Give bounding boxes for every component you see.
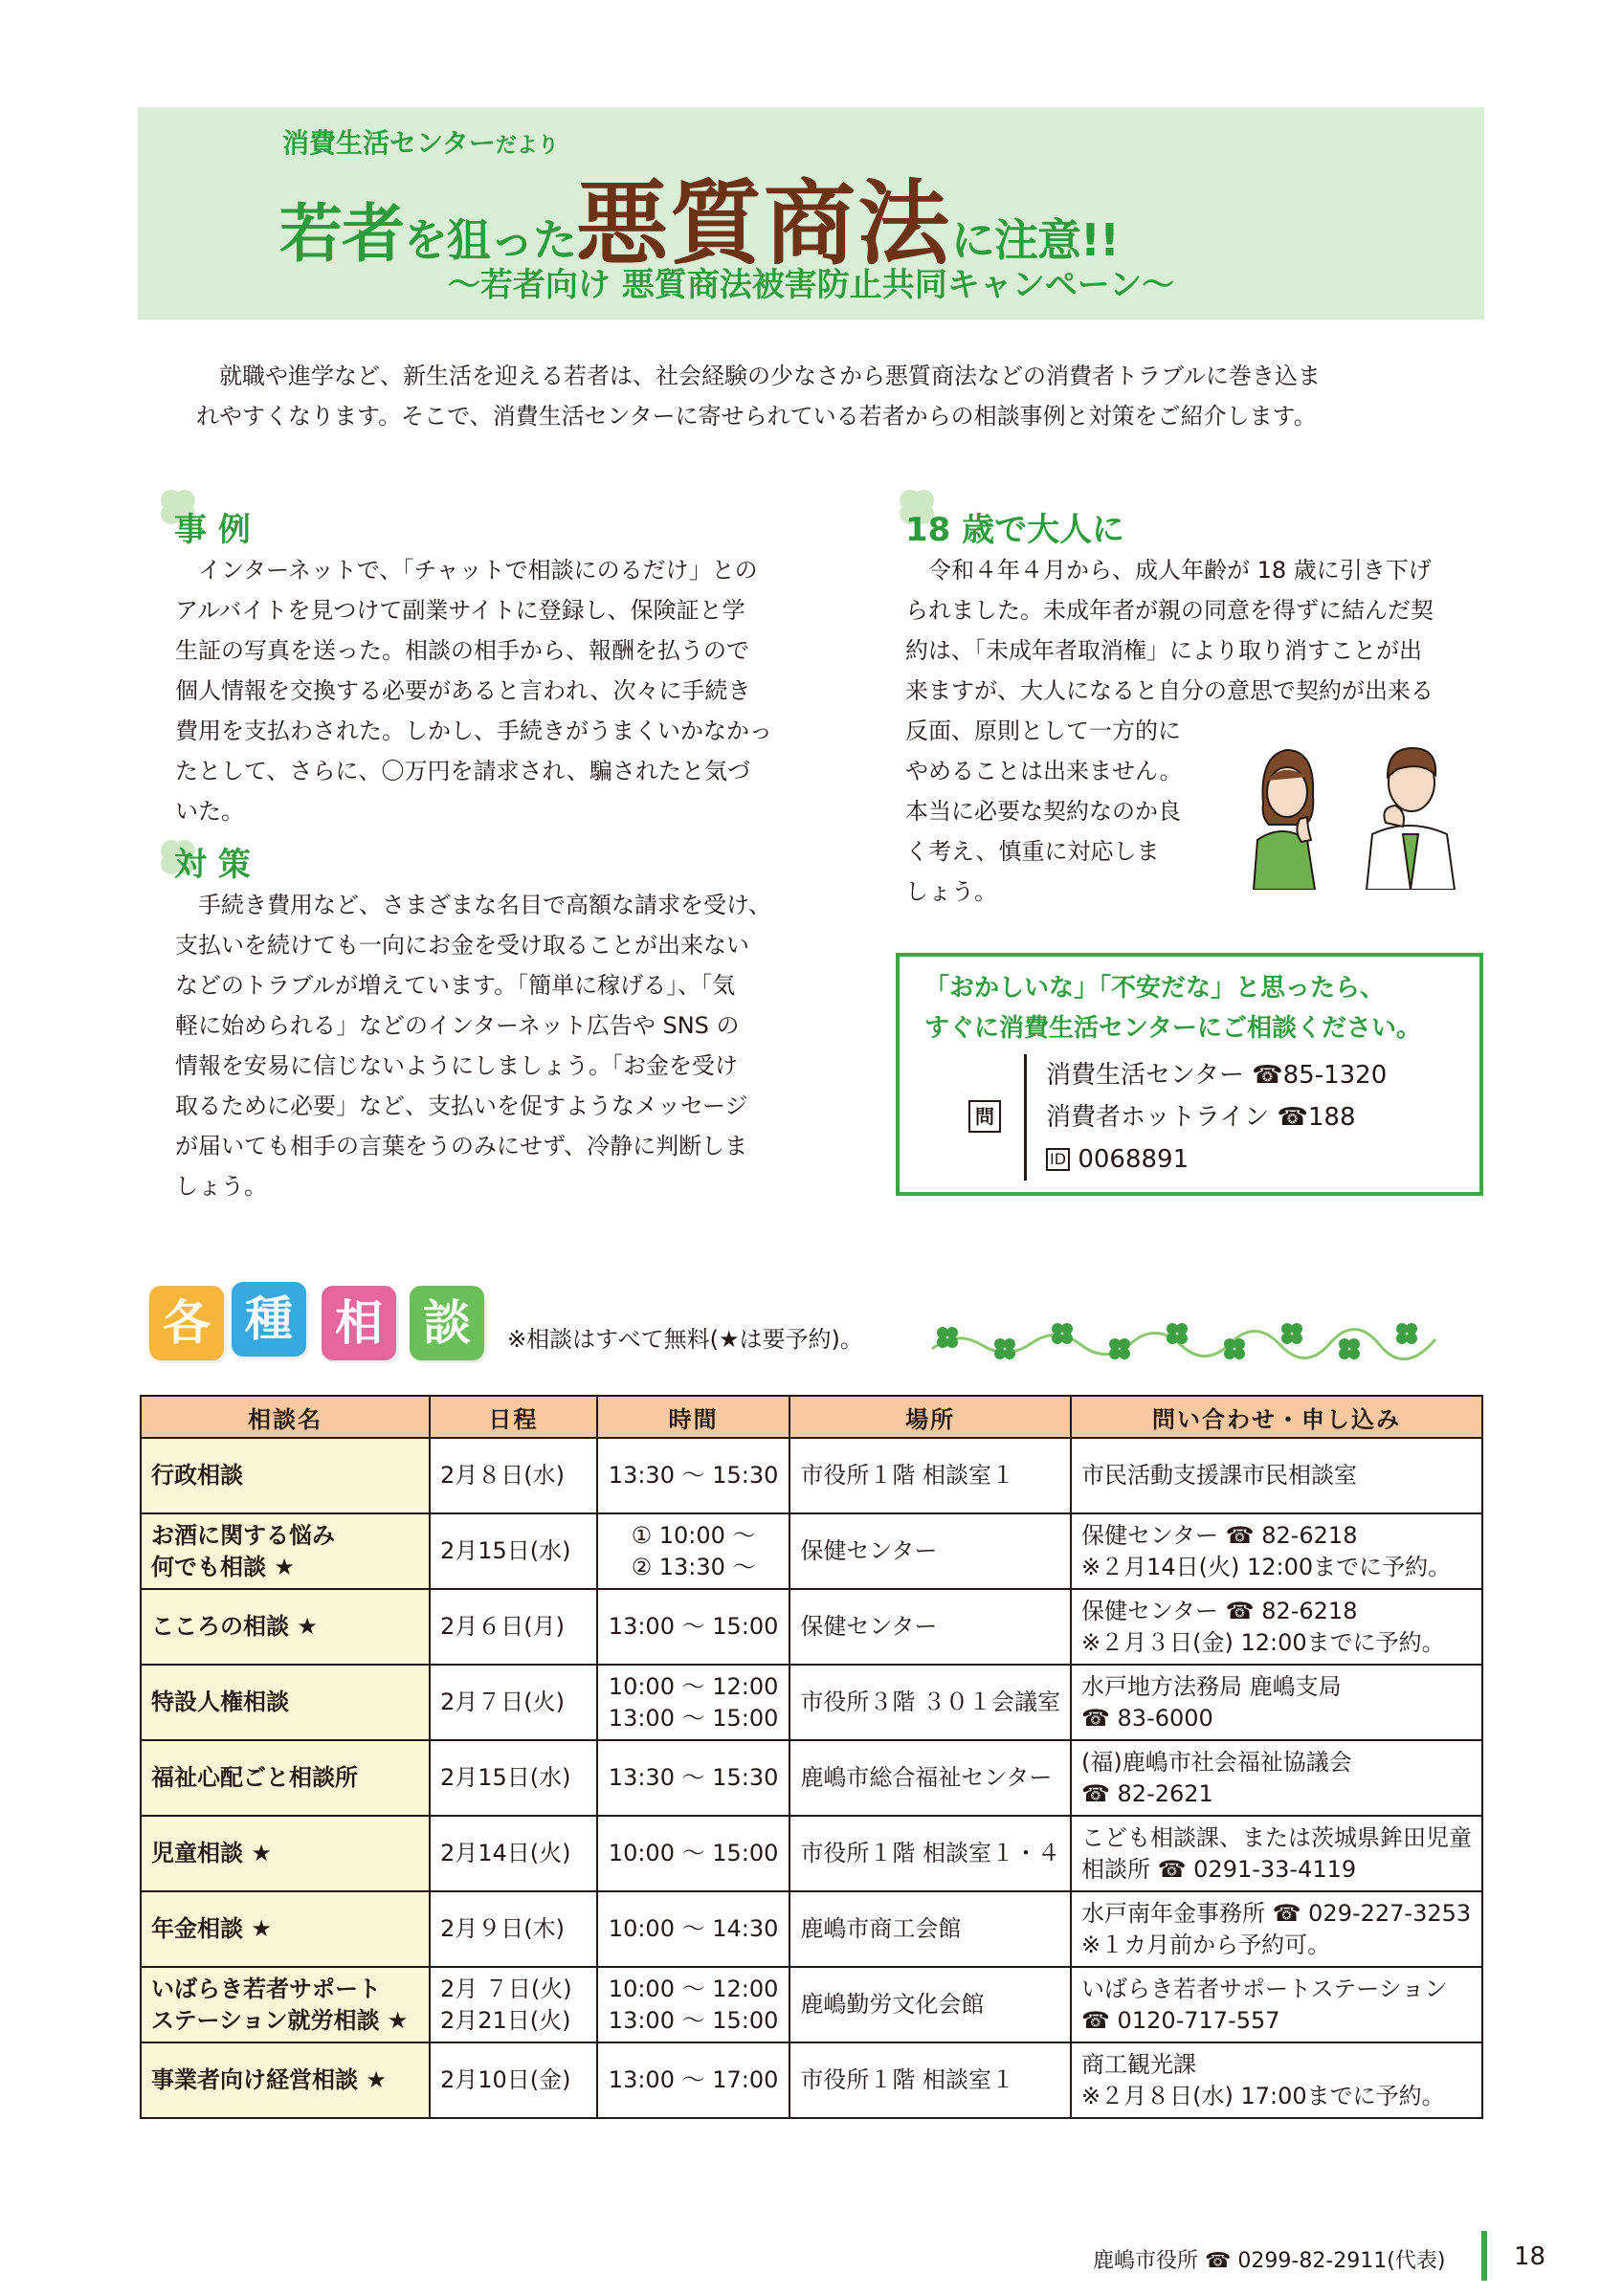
case-heading: 事 例 <box>174 511 251 549</box>
table-header-row <box>141 1396 1482 1438</box>
cell-name-line: 事業者向け経営相談 ★ <box>151 2066 387 2093</box>
cell-name <box>141 1438 430 1513</box>
cell-time <box>597 1589 789 1665</box>
cell-place <box>789 1665 1071 1740</box>
case-line: アルバイトを見つけて副業サイトに登録し、保険証と学 <box>175 597 745 624</box>
cell-time <box>597 1513 789 1589</box>
intro-paragraph <box>196 356 1469 436</box>
cell-time <box>597 1967 789 2042</box>
cell-contact-line: ☎ 82-2621 <box>1081 1779 1213 1807</box>
cell-contact-line: 水戸南年金事務所 ☎ 029-227-3253 <box>1081 1899 1472 1927</box>
adult-line: 約は、「未成年者取消権」により取り消すことが出 <box>905 637 1422 664</box>
footer-office-contact: 鹿嶋市役所 ☎ 0299-82-2911(代表) <box>1093 2249 1446 2273</box>
cell-date <box>430 1438 597 1513</box>
cell-date-line: 2月６日(月) <box>439 1613 565 1640</box>
id-badge: ID <box>1046 1148 1070 1171</box>
col-header-contact: 問い合わせ・申し込み <box>1071 1396 1482 1438</box>
cell-contact-line: (福)鹿嶋市社会福祉協議会 <box>1081 1748 1352 1776</box>
table-row <box>141 1513 1482 1589</box>
soudan-note: ※相談はすべて無料(★は要予約)。 <box>507 1326 863 1353</box>
cell-contact-line: ※１カ月前から予約可。 <box>1081 1931 1331 1958</box>
cell-contact-line: 商工観光課 <box>1081 2050 1196 2078</box>
cell-time <box>597 1740 789 1816</box>
cell-name <box>141 1740 430 1816</box>
contact-details <box>1024 1054 1387 1181</box>
banner-subtitle: 消費生活センターだより <box>282 127 559 159</box>
cell-name <box>141 1891 430 1967</box>
cell-name <box>141 1589 430 1665</box>
cell-name <box>141 1513 430 1589</box>
contact-message-line: 「おかしいな」「不安だな」と思ったら、 <box>924 974 1386 1003</box>
cell-contact <box>1071 2042 1482 2118</box>
cell-place <box>789 1589 1071 1665</box>
cell-time <box>597 2042 789 2118</box>
clover-vine-decoration <box>928 1316 1445 1366</box>
table-row <box>141 1665 1482 1740</box>
cell-contact-line: ※２月３日(金) 12:00までに予約。 <box>1081 1628 1445 1656</box>
cell-contact <box>1071 1438 1482 1513</box>
consultation-table <box>140 1395 1483 2119</box>
cell-time-line: 13:00 ～ 17:00 <box>608 2066 779 2093</box>
page-id-value: 0068891 <box>1078 1145 1189 1174</box>
cell-place-line: 保健センター <box>800 1537 938 1564</box>
cell-name-line: 児童相談 ★ <box>151 1840 272 1866</box>
contact-message-line: すぐに消費生活センターにご相談ください。 <box>924 1014 1421 1043</box>
col-header-time: 時間 <box>597 1396 789 1438</box>
cell-time-line: 13:30 ～ 15:30 <box>608 1764 779 1791</box>
case-line: 生証の写真を送った。相談の相手から、報酬を払うので <box>175 637 749 664</box>
intro-line: れやすくなります。そこで、消費生活センターに寄せられている若者からの相談事例と対策をご紹介します。 <box>196 403 1317 430</box>
hotline-phone: 消費者ホットライン ☎188 <box>1046 1103 1356 1132</box>
cell-date <box>430 1589 597 1665</box>
cell-place-line: 市役所１階 相談室１・４ <box>800 1840 1060 1866</box>
measures-line: 軽に始められる」などのインターネット広告や SNS の <box>175 1012 740 1039</box>
adult-line: 本当に必要な契約なのか良 <box>905 798 1181 825</box>
col-header-name: 相談名 <box>141 1396 430 1438</box>
cell-place-line: 市役所１階 相談室１ <box>800 1462 1014 1489</box>
cell-contact <box>1071 1513 1482 1589</box>
cell-date <box>430 1740 597 1816</box>
measures-line: 情報を安易に信じないようにしましょう。「お金を受け <box>175 1052 738 1079</box>
cell-place-line: 市役所１階 相談室１ <box>800 2066 1014 2093</box>
cell-date <box>430 2042 597 2118</box>
cell-date-line: 2月 ７日(火) <box>439 1975 572 2002</box>
measures-line: が届いても相手の言葉をうのみにせず、冷静に判断しま <box>175 1133 748 1159</box>
case-line: たとして、さらに、〇万円を請求され、騙されたと気づ <box>175 758 750 784</box>
cell-contact <box>1071 1589 1482 1665</box>
cell-name-line: いばらき若者サポート <box>151 1975 381 2002</box>
cell-place <box>789 2042 1071 2118</box>
cell-contact-line: 市民活動支援課市民相談室 <box>1081 1462 1357 1489</box>
cell-name-line: こころの相談 ★ <box>151 1613 318 1640</box>
cell-contact-line: ☎ 83-6000 <box>1081 1704 1213 1732</box>
table-row <box>141 1740 1482 1816</box>
measures-line: 手続き費用など、さまざまな名目で高額な請求を受け、 <box>198 892 772 918</box>
cell-place <box>789 1438 1071 1513</box>
cell-time-line: 10:00 ～ 14:30 <box>608 1915 779 1942</box>
soudan-tile: 相 <box>322 1286 396 1360</box>
col-header-date: 日程 <box>430 1396 597 1438</box>
cell-name-line: ステーション就労相談 ★ <box>151 2006 409 2034</box>
table-row <box>141 1589 1482 1665</box>
soudan-tile: 各 <box>149 1286 224 1360</box>
cell-place-line: 鹿嶋勤労文化会館 <box>800 1991 985 2018</box>
cell-time-line: ② 13:30 ～ <box>631 1553 756 1580</box>
cell-date <box>430 1816 597 1891</box>
page-number: 18 <box>1514 2242 1546 2271</box>
cell-date <box>430 1891 597 1967</box>
cell-date-line: 2月９日(木) <box>439 1915 565 1942</box>
page-title: 若者を狙った悪質商法に注意!! <box>279 169 1119 277</box>
cell-time-line: 10:00 ～ 12:00 <box>608 1672 779 1700</box>
cell-name-line: 年金相談 ★ <box>151 1915 272 1942</box>
cell-time <box>597 1665 789 1740</box>
cell-name-line: お酒に関する悩み <box>151 1521 335 1549</box>
case-line: いた。 <box>175 798 244 825</box>
inquiry-badge: 問 <box>968 1100 1001 1133</box>
table-row <box>141 1967 1482 2042</box>
cell-time-line: 10:00 ～ 15:00 <box>608 1840 779 1866</box>
cell-time-line: 10:00 ～ 12:00 <box>608 1975 779 2002</box>
contact-message <box>924 968 1421 1049</box>
case-line: 個人情報を交換する必要があると言われ、次々に手続き <box>175 677 751 704</box>
case-line: 費用を支払わされた。しかし、手続きがうまくいかなかっ <box>175 718 772 744</box>
cell-name-line: 行政相談 <box>151 1462 243 1489</box>
cell-time <box>597 1891 789 1967</box>
table-row <box>141 1891 1482 1967</box>
cell-contact-line: 水戸地方法務局 鹿嶋支局 <box>1081 1672 1342 1700</box>
cell-contact-line: いばらき若者サポートステーション <box>1081 1975 1448 2002</box>
cell-time <box>597 1816 789 1891</box>
cell-place <box>789 1816 1071 1891</box>
cell-date-line: 2月８日(水) <box>439 1462 565 1489</box>
measures-body <box>175 885 816 1206</box>
cell-place <box>789 1891 1071 1967</box>
cell-date-line: 2月21日(火) <box>439 2006 571 2034</box>
cell-contact <box>1071 1967 1482 2042</box>
cell-place <box>789 1967 1071 2042</box>
cell-place-line: 鹿嶋市商工会館 <box>800 1915 962 1942</box>
measures-line: しょう。 <box>175 1173 267 1200</box>
cell-contact <box>1071 1665 1482 1740</box>
cell-name-line: 福祉心配ごと相談所 <box>151 1764 358 1791</box>
table-row <box>141 1816 1482 1891</box>
adult-line: られました。未成年者が親の同意を得ずに結んだ契 <box>905 597 1434 624</box>
case-body <box>175 550 816 831</box>
cell-date-line: 2月15日(水) <box>439 1537 571 1564</box>
adult-line: 令和４年４月から、成人年齢が 18 歳に引き下げ <box>928 557 1432 584</box>
cell-contact-line: ※２月14日(火) 12:00までに予約。 <box>1081 1553 1452 1580</box>
adult-heading: 18 歳で大人に <box>905 511 1125 549</box>
cell-date <box>430 1513 597 1589</box>
cell-date-line: 2月７日(火) <box>439 1689 565 1715</box>
footer-accent-bar <box>1481 2231 1487 2281</box>
cell-time-line: 13:30 ～ 15:30 <box>608 1462 779 1489</box>
case-line: インターネットで、「チャットで相談にのるだけ」との <box>198 557 758 584</box>
cell-contact <box>1071 1816 1482 1891</box>
intro-line: 就職や進学など、新生活を迎える若者は、社会経験の少なさから悪質商法などの消費者トラブルに巻き込ま <box>219 363 1322 389</box>
worried-people-illustration <box>1244 727 1483 890</box>
cell-contact-line: ☎ 0120-717-557 <box>1081 2006 1280 2034</box>
adult-line: やめることは出来ません。 <box>905 758 1183 784</box>
cell-contact-line: 保健センター ☎ 82-6218 <box>1081 1521 1358 1549</box>
cell-contact-line: こども相談課、または茨城県鉾田児童 <box>1081 1823 1472 1851</box>
page-id-line <box>1046 1138 1387 1181</box>
cell-name <box>141 1665 430 1740</box>
adult-line: く考え、慎重に対応しま <box>905 838 1160 865</box>
cell-name <box>141 1967 430 2042</box>
table-row <box>141 1438 1482 1513</box>
cell-place-line: 保健センター <box>800 1613 938 1640</box>
soudan-tile: 談 <box>410 1286 484 1360</box>
cell-name <box>141 2042 430 2118</box>
measures-heading: 対 策 <box>174 846 251 884</box>
adult-line: しょう。 <box>905 878 997 905</box>
cell-name-line: 特設人権相談 <box>151 1689 289 1715</box>
cell-time <box>597 1438 789 1513</box>
col-header-place: 場所 <box>789 1396 1071 1438</box>
cell-date <box>430 1665 597 1740</box>
cell-name-line: 何でも相談 ★ <box>151 1553 295 1580</box>
center-phone: 消費生活センター ☎85-1320 <box>1046 1061 1388 1090</box>
cell-time-line: ① 10:00 ～ <box>631 1521 756 1549</box>
cell-contact <box>1071 1891 1482 1967</box>
soudan-tile: 種 <box>232 1282 306 1357</box>
cell-name <box>141 1816 430 1891</box>
cell-contact <box>1071 1740 1482 1816</box>
cell-date-line: 2月10日(金) <box>439 2066 571 2093</box>
cell-time-line: 13:00 ～ 15:00 <box>608 1613 779 1640</box>
adult-line: 来ますが、大人になると自分の意思で契約が出来る <box>905 677 1434 704</box>
cell-contact-line: 相談所 ☎ 0291-33-4119 <box>1081 1855 1357 1883</box>
cell-place <box>789 1740 1071 1816</box>
cell-place-line: 鹿嶋市総合福祉センター <box>800 1764 1053 1791</box>
cell-date-line: 2月15日(水) <box>439 1764 571 1791</box>
cell-date <box>430 1967 597 2042</box>
cell-contact-line: 保健センター ☎ 82-6218 <box>1081 1597 1358 1624</box>
measures-line: 取るために必要」など、支払いを促すようなメッセージ <box>175 1093 748 1119</box>
cell-date-line: 2月14日(火) <box>439 1840 571 1866</box>
adult-line: 反面、原則として一方的に <box>905 718 1181 744</box>
cell-place <box>789 1513 1071 1589</box>
campaign-title: ～若者向け 悪質商法被害防止共同キャンペーン～ <box>447 266 1175 304</box>
measures-line: 支払いを続けても一向にお金を受け取ることが出来ない <box>175 932 749 959</box>
cell-contact-line: ※２月８日(水) 17:00までに予約。 <box>1081 2082 1445 2109</box>
cell-time-line: 13:00 ～ 15:00 <box>608 2006 779 2034</box>
table-row <box>141 2042 1482 2118</box>
cell-place-line: 市役所３階 ３０１会議室 <box>800 1689 1060 1715</box>
measures-line: などのトラブルが増えています。「簡単に稼げる」、「気 <box>175 972 736 999</box>
cell-time-line: 13:00 ～ 15:00 <box>608 1704 779 1732</box>
